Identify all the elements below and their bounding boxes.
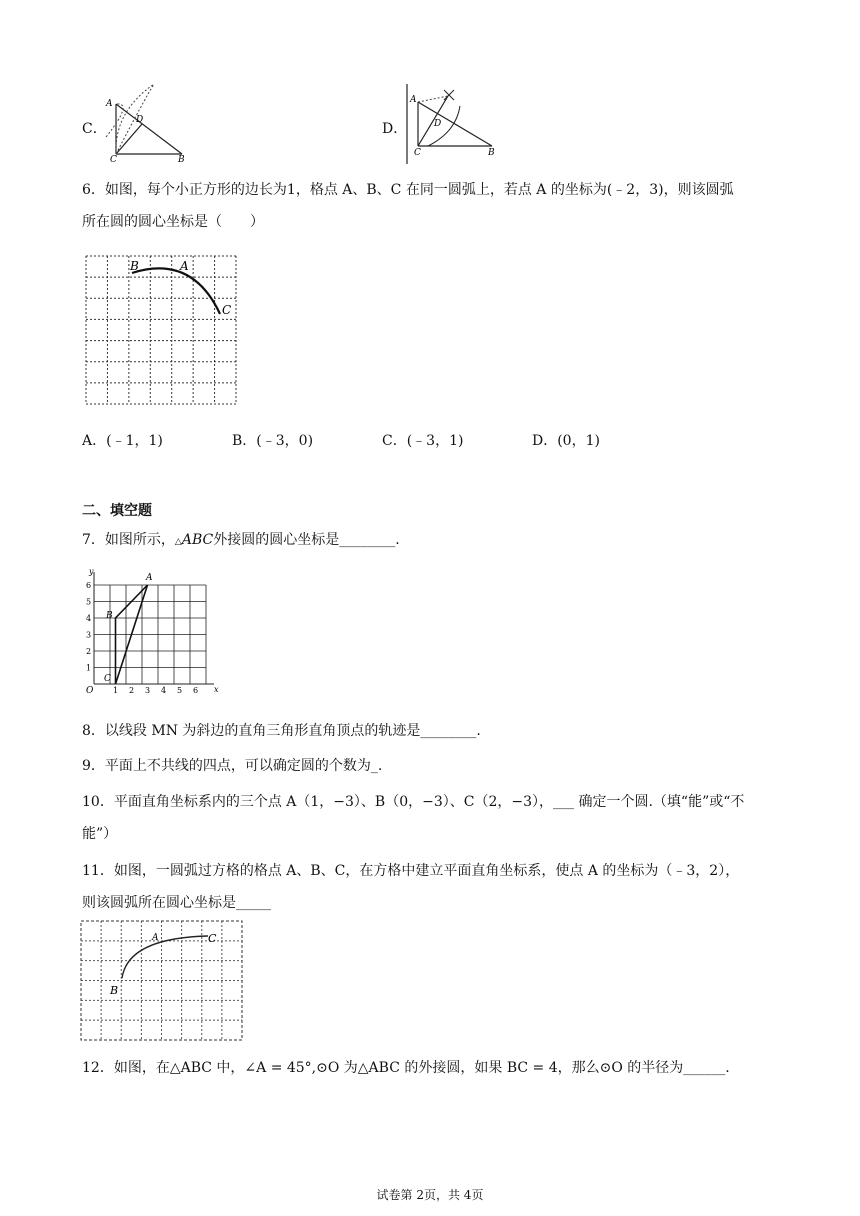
option-b: B．(﹣3，0) xyxy=(232,433,314,449)
label-a: A xyxy=(106,99,113,109)
label-c: C xyxy=(222,303,232,317)
label-a: A xyxy=(410,95,417,105)
y-tick-label: 2 xyxy=(86,647,92,656)
q7-abc: ABC xyxy=(181,532,214,548)
question-9: 9．平面上不共线的四点，可以确定圆的个数为_. xyxy=(82,758,383,774)
q11-grid-figure xyxy=(80,920,244,1042)
label-b: B xyxy=(178,155,185,164)
section-title: 二、填空题 xyxy=(82,503,152,519)
q5-figure-d xyxy=(404,82,504,166)
label-c: C xyxy=(414,148,421,158)
x-tick-label: 4 xyxy=(161,686,167,695)
option-c-label: C． xyxy=(82,121,107,137)
axis-x-label: x xyxy=(214,685,219,694)
label-c: C xyxy=(208,932,217,945)
x-tick-label: 2 xyxy=(129,686,135,695)
point-a-label: A xyxy=(146,573,153,583)
question-10-line2: 能”） xyxy=(82,826,118,842)
q6-grid-figure xyxy=(82,254,240,408)
x-tick-label: 5 xyxy=(177,686,183,695)
label-a: A xyxy=(180,259,189,273)
y-tick-label: 1 xyxy=(86,663,92,673)
y-tick-label: 5 xyxy=(86,597,92,607)
origin-label: O xyxy=(86,686,94,696)
question-6-line1: 6．如图，每个小正方形的边长为1，格点 A、B、C 在同一圆弧上，若点 A 的坐标为(﹣2，3)，则该圆弧 xyxy=(82,182,734,198)
x-tick-label: 3 xyxy=(145,686,151,695)
question-8: 8．以线段 MN 为斜边的直角三角形直角顶点的轨迹是________. xyxy=(82,723,481,739)
label-d: D xyxy=(434,119,442,129)
label-a: A xyxy=(152,933,159,943)
q5-figure-c xyxy=(104,82,194,164)
question-7 xyxy=(82,526,782,556)
question-11-line2: 则该圆弧所在圆心坐标是_____ xyxy=(82,895,271,911)
label-b: B xyxy=(110,984,119,997)
axis-y-label: y xyxy=(89,567,94,576)
point-b-label: B xyxy=(106,611,113,621)
option-d: D．(0，1) xyxy=(532,433,600,449)
option-c: C．(﹣3，1) xyxy=(382,433,464,449)
q7-coordinate-figure xyxy=(84,566,224,698)
y-tick-label: 6 xyxy=(86,581,92,590)
label-c: C xyxy=(110,155,117,164)
page-footer: 试卷第 2页，共 4页 xyxy=(376,1188,484,1202)
option-a: A．(﹣1，1) xyxy=(82,433,163,449)
q7-suffix: 外接圆的圆心坐标是________. xyxy=(213,532,400,548)
x-tick-label: 1 xyxy=(113,686,119,695)
triangle-symbol: △ xyxy=(174,537,182,547)
question-10-line1: 10．平面直角坐标系内的三个点 A（1，−3）、B（0，−3）、C（2，−3），___ 确定一个圆.（填“能”或“不 xyxy=(82,794,745,810)
label-b: B xyxy=(488,148,495,158)
y-tick-label: 3 xyxy=(86,630,92,640)
point-c-label: C xyxy=(104,674,111,684)
question-12: 12．如图，在△ABC 中，∠A = 45°,⊙O 为△ABC 的外接圆，如果 BC = 4，那么⊙O 的半径为______. xyxy=(82,1060,730,1076)
y-tick-label: 4 xyxy=(86,614,92,623)
label-b: B xyxy=(130,259,139,273)
question-6-line2: 所在圆的圆心坐标是（ ） xyxy=(82,214,264,230)
question-11-line1: 11．如图，一圆弧过方格的格点 A、B、C，在方格中建立平面直角坐标系，使点 A 的坐标为（﹣3，2）， xyxy=(82,863,740,879)
label-d: D xyxy=(136,115,144,125)
x-tick-label: 6 xyxy=(193,686,199,695)
q7-prefix: 7．如图所示， xyxy=(82,532,175,548)
option-d-label: D． xyxy=(382,121,408,137)
